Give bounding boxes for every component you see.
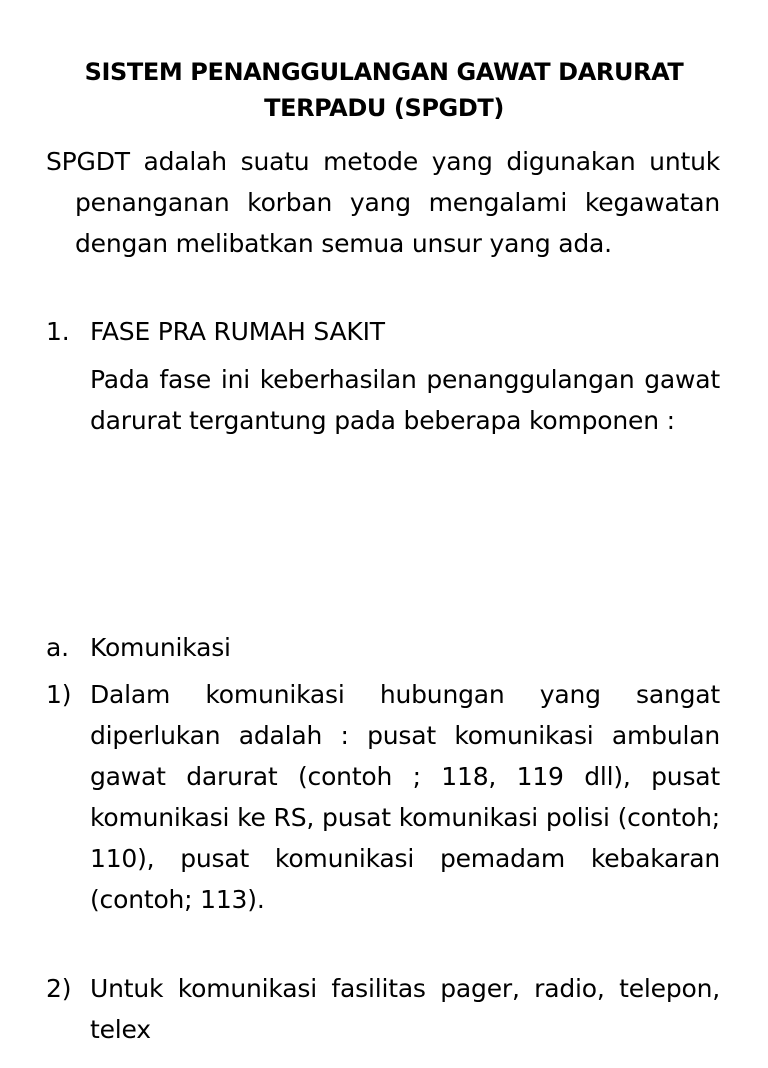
list-item-text: Untuk komunikasi fasilitas pager, radio, telepon, telex — [90, 974, 720, 1044]
list-item — [46, 674, 720, 974]
section-1-marker: 1. — [46, 317, 70, 346]
section-1-heading — [46, 311, 720, 352]
document-title: SISTEM PENANGGULANGAN GAWAT DARURAT TERPADU (SPGDT) — [84, 58, 684, 122]
section-1-title: FASE PRA RUMAH SAKIT — [90, 317, 385, 346]
subsection-a-heading — [46, 627, 720, 668]
intro-paragraph: SPGDT adalah suatu metode yang digunakan untuk penanganan korban yang mengalami kegawatan dengan melibatkan semua unsur yang ada. — [46, 147, 720, 258]
subsection-a-marker: a. — [46, 633, 69, 662]
list-item-text: Dalam komunikasi hubungan yang sangat diperlukan adalah : pusat komunikasi ambulan gawat darurat (contoh ; 118, 119 dll), pusat komunikasi ke RS, pusat komunikasi polisi (contoh; 110), pusat komunikasi pemadam kebakaran (contoh; 113). — [90, 680, 720, 914]
subsection-a-title: Komunikasi — [90, 633, 231, 662]
section-1-paragraph: Pada fase ini keberhasilan penanggulangan gawat darurat tergantung pada beberapa komponen : — [90, 365, 720, 435]
list-item-marker: 1) — [46, 680, 72, 709]
list-item-marker: 2) — [46, 974, 72, 1003]
list-item — [46, 968, 720, 1068]
